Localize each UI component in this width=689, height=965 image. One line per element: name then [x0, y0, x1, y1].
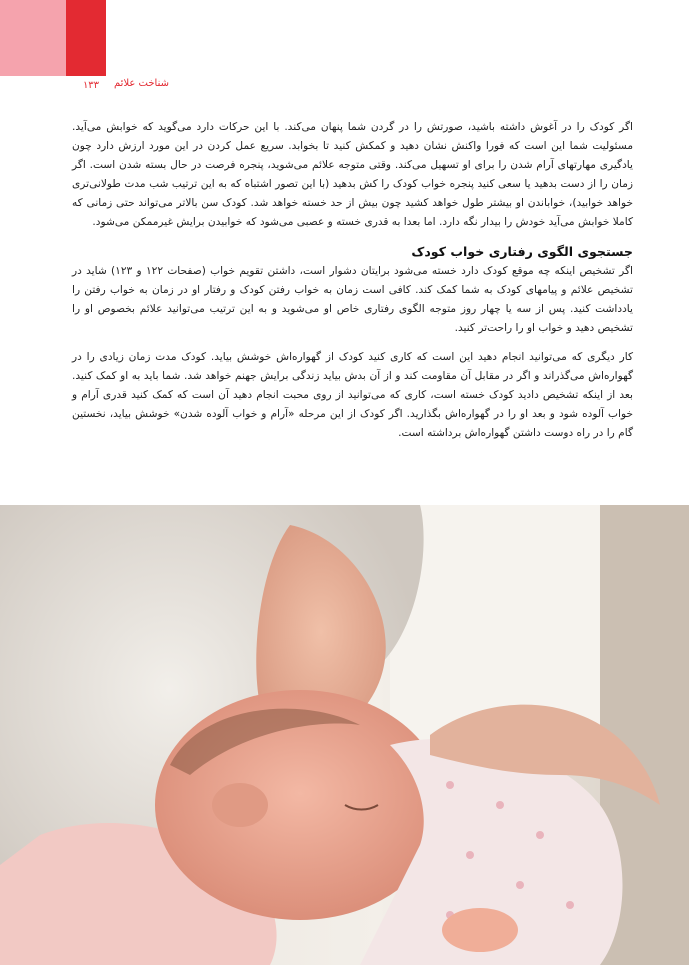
article-body: [72, 118, 633, 453]
page-number: ۱۳۳: [82, 79, 100, 91]
page-number-box: [66, 76, 116, 94]
section-heading: جستجوی الگوی رفتاری خواب کودک: [411, 244, 633, 259]
photo-grandmother-with-baby: [0, 505, 689, 965]
corner-pink-tab: [0, 0, 66, 76]
corner-red-tab: [66, 0, 106, 76]
paragraph-3: کار دیگری که می‌توانید انجام دهید این است که کاری کنید کودک از گهواره‌اش خوشش بیاید. کودک مدت زمان زیادی را در گهواره‌اش می‌گذراند و اگر در مقابل آن مقاومت کند و از آن بدش بیاید زندگی برایش جهنم خواهد شد. شما باید به او کمک کنید. بعد از اینکه تشخیص دادید کودک خسته است، کاری که می‌توانید از روی محبت انجام دهید آن است که کمک کنید قدری آرام و خواب آلوده شود و بعد او را در گهواره‌اش بگذارید. اگر کودک از این مرحله «آرام و خواب آلوده شدن» خوشش بیاید، نخستین گام را در راه دوست داشتن گهواره‌اش برداشته است.: [72, 351, 633, 439]
paragraph-1: اگر کودک را در آغوش داشته باشید، صورتش را در گردن شما پنهان می‌کند. با این حرکات دارد می‌گوید که خوابش می‌آید. مسئولیت شما این است که فورا واکنش نشان دهید و کمکش کنید تا بخوابد. سریع عمل کردن در این مورد ارزش دارد چون یادگیری مهارتهای آرام شدن را برای او تسهیل می‌کند. وقتی متوجه علائم می‌شوید، پنجره فرصت در حال بسته شدن است. اگر زمان را از دست بدهید یا سعی کنید پنجره خواب کودک را کش بدهید (با این تصور اشتباه که به این ترتیب شب مدت طولانی‌تری خواهد خوابید)، خواباندن او بیشتر طول خواهد کشید چون بیش از حد خسته خواهد شد. کودک سن بالاتر می‌تواند حتی زمانی که کاملا خوابش می‌آید خودش را بیدار نگه دارد. اما بعدا به قدری خسته و عصبی می‌شود که خوابیدن برایش غیرممکن می‌شود.: [72, 121, 633, 228]
paragraph-2: اگر تشخیص اینکه چه موقع کودک دارد خسته می‌شود برایتان دشوار است، داشتن تقویم خواب (صفحات ۱۲۲ و ۱۲۳) شاید در تشخیص علائم و پیامهای کودک به شما کمک کند. کافی است زمان به خواب رفتن کودک و رفتار او در زمان به خواب رفتن را یادداشت کنید. پس از سه یا چهار روز متوجه الگوی رفتاری خاص او می‌شوید و به این ترتیب می‌توانید علائم بخصوص او را تشخیص دهید و خواب او را راحت‌تر کنید.: [72, 265, 633, 334]
running-header-title: شناخت علائم: [114, 78, 169, 89]
